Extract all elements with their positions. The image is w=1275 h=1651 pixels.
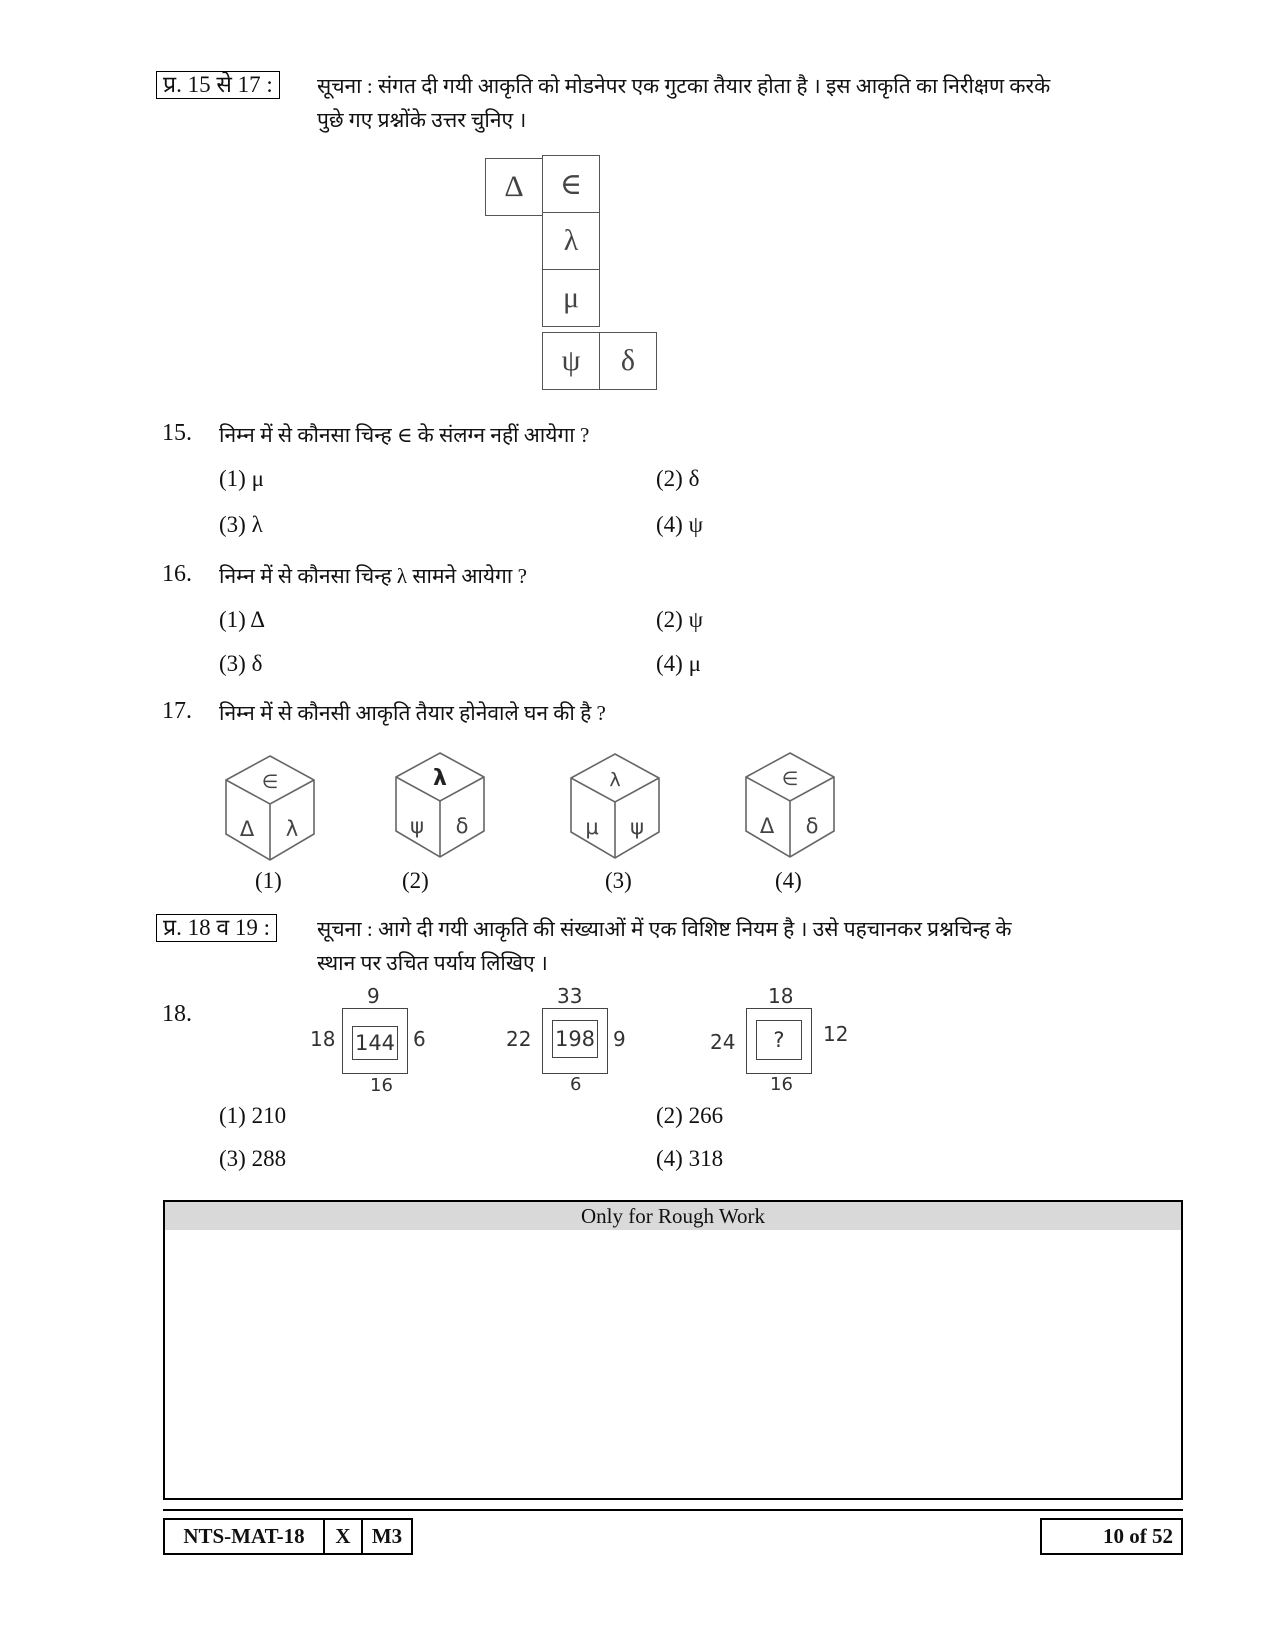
footer-exam-code: NTS-MAT-18 <box>163 1518 325 1555</box>
cube-option-2 <box>392 749 488 861</box>
figure2-center-value: 198 <box>552 1020 598 1058</box>
net-cell-delta: Δ <box>485 158 543 216</box>
number-figure-2 <box>500 984 660 1100</box>
cube-label-4: (4) <box>775 868 802 893</box>
instruction-line-1: सूचना : आगे दी गयी आकृति की संख्याओं में एक विशिष्ट नियम है । उसे पहचानकर प्रश्नचिन्ह के <box>317 917 1012 941</box>
figure1-right-value: 6 <box>413 1027 426 1051</box>
question-text-15: निम्न में से कौनसा चिन्ह ∈ के संलग्न नहीं आयेगा ? <box>219 423 590 447</box>
section-label-18-19: प्र. 18 व 19 : <box>156 914 277 942</box>
q15-option-4: (4) ψ <box>656 512 703 537</box>
cube3-top-symbol: λ <box>609 769 621 791</box>
cube1-top-symbol: ∈ <box>261 771 279 793</box>
figure1-left-value: 18 <box>310 1027 336 1051</box>
q18-option-2: (2) 266 <box>656 1103 724 1128</box>
cube2-right-symbol: δ <box>455 814 469 838</box>
net-cell-small-delta: δ <box>599 332 657 390</box>
figure1-bottom-value: 16 <box>370 1075 393 1096</box>
net-cell-lambda: λ <box>542 212 600 270</box>
question-number-17: 17. <box>162 698 192 724</box>
cube-label-1: (1) <box>255 868 282 893</box>
q15-option-1: (1) μ <box>219 466 264 491</box>
figure1-center-value: 144 <box>352 1026 398 1060</box>
cube4-right-symbol: δ <box>805 814 819 838</box>
instruction-line-2: पुछे गए प्रश्नोंके उत्तर चुनिए । <box>317 108 527 132</box>
footer-medium: M3 <box>363 1518 413 1555</box>
q16-option-2: (2) ψ <box>656 607 703 632</box>
q18-option-4: (4) 318 <box>656 1146 724 1171</box>
q16-option-4: (4) μ <box>656 651 701 676</box>
cube-net <box>485 155 665 400</box>
footer-divider <box>163 1509 1183 1511</box>
cube-option-4 <box>742 749 838 861</box>
question-number-16: 16. <box>162 561 192 587</box>
cube2-top-symbol: λ <box>433 766 447 791</box>
cube-label-2: (2) <box>402 868 429 893</box>
question-number-18: 18. <box>162 1001 192 1027</box>
cube1-right-symbol: λ <box>285 817 299 841</box>
q16-option-1: (1) Δ <box>219 607 266 632</box>
cube-option-1 <box>222 752 318 864</box>
footer-page-number: 10 of 52 <box>1040 1518 1183 1555</box>
cube-option-3 <box>567 750 663 862</box>
figure1-top-value: 9 <box>367 984 380 1008</box>
rough-work-title: Only for Rough Work <box>165 1202 1181 1230</box>
instruction-line-1: सूचना : संगत दी गयी आकृति को मोडनेपर एक गुटका तैयार होता है । इस आकृति का निरीक्षण करके <box>317 74 1051 98</box>
footer-class: X <box>325 1518 363 1555</box>
number-figure-1 <box>304 984 454 1100</box>
figure2-bottom-value: 6 <box>570 1074 582 1095</box>
cube-label-3: (3) <box>605 868 632 893</box>
figure3-top-value: 18 <box>768 984 794 1008</box>
cube3-left-symbol: μ <box>585 815 599 839</box>
footer-code-group <box>163 1518 413 1555</box>
figure2-top-value: 33 <box>557 984 583 1008</box>
instruction-line-2: स्थान पर उचित पर्याय लिखिए । <box>317 951 548 975</box>
q16-option-3: (3) δ <box>219 651 263 676</box>
figure2-left-value: 22 <box>506 1027 532 1051</box>
section-label-15-17: प्र. 15 से 17 : <box>156 71 280 99</box>
question-text-17: निम्न में से कौनसी आकृति तैयार होनेवाले घन की है ? <box>219 701 606 725</box>
section-instruction-18-19 <box>317 912 1197 980</box>
q18-option-1: (1) 210 <box>219 1103 287 1128</box>
question-text-16: निम्न में से कौनसा चिन्ह λ सामने आयेगा ? <box>219 564 527 588</box>
figure3-bottom-value: 16 <box>770 1074 793 1095</box>
net-cell-psi: ψ <box>542 332 600 390</box>
cube4-top-symbol: ∈ <box>781 768 799 790</box>
figure3-left-value: 24 <box>710 1030 736 1054</box>
net-cell-mu: μ <box>542 269 600 327</box>
q15-option-2: (2) δ <box>656 466 700 491</box>
number-figure-3 <box>706 984 866 1100</box>
cube4-left-symbol: Δ <box>759 814 775 838</box>
question-number-15: 15. <box>162 420 192 446</box>
section-instruction-15-17 <box>317 69 1197 137</box>
figure2-right-value: 9 <box>613 1027 626 1051</box>
figure3-center-value: ? <box>756 1020 802 1060</box>
q15-option-3: (3) λ <box>219 512 263 537</box>
cube3-right-symbol: ψ <box>630 815 644 839</box>
net-cell-epsilon: ∈ <box>542 155 600 213</box>
cube1-left-symbol: Δ <box>239 817 255 841</box>
cube2-left-symbol: ψ <box>410 814 424 838</box>
rough-work-box <box>163 1200 1183 1500</box>
figure3-right-value: 12 <box>823 1022 849 1046</box>
q18-option-3: (3) 288 <box>219 1146 287 1171</box>
